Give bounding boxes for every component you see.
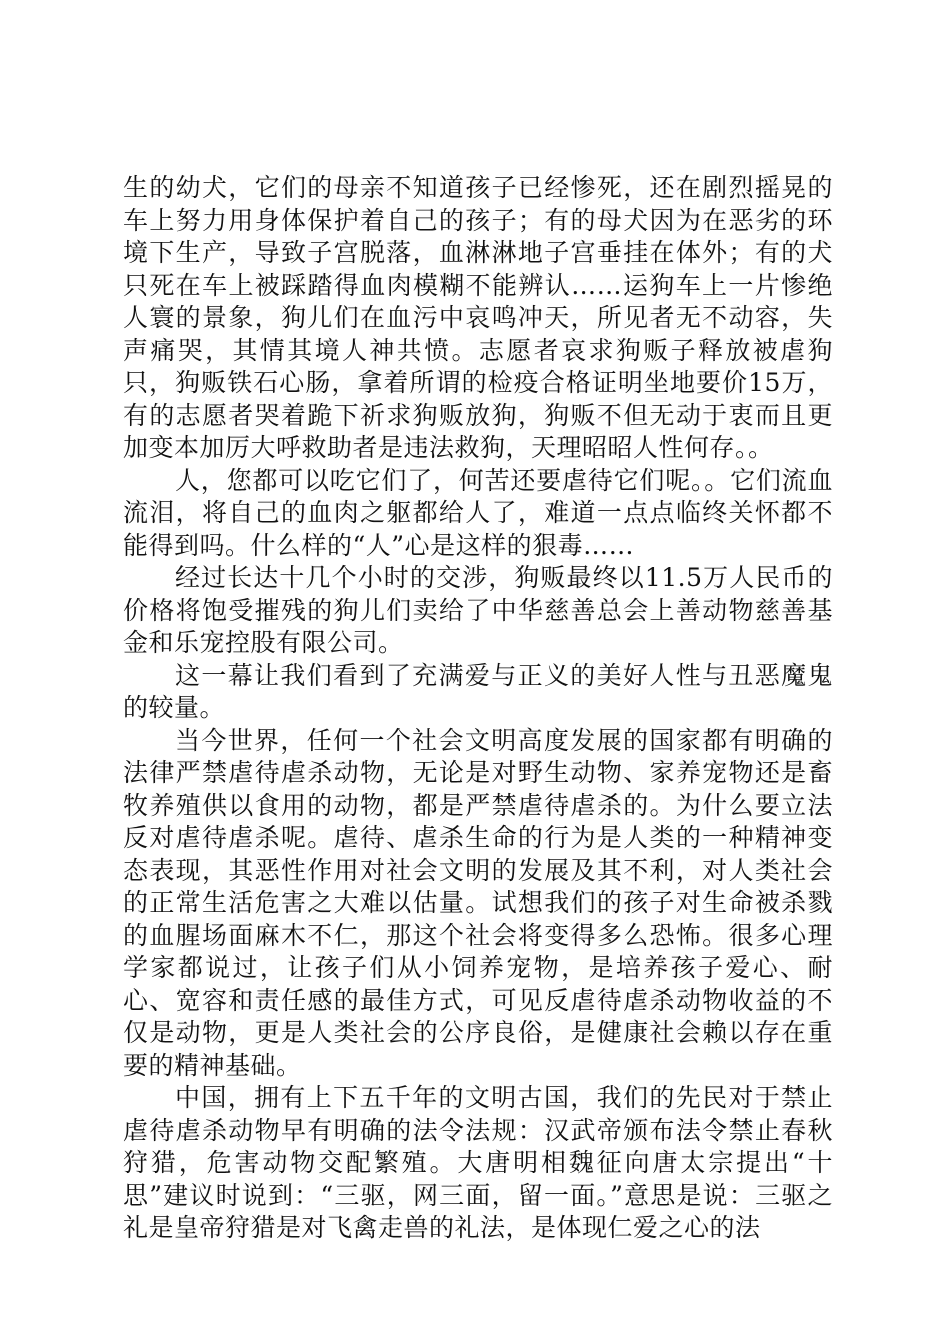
paragraph-4: 这一幕让我们看到了充满爱与正义的美好人性与丑恶魔鬼的较量。 [123,660,833,722]
paragraph-1: 生的幼犬，它们的母亲不知道孩子已经惨死，还在剧烈摇晃的车上努力用身体保护着自己的孩子；有的母犬因为在恶劣的环境下生产，导致子宫脱落，血淋淋地子宫垂挂在体外；有的犬只死在车上被踩踏得血肉模糊不能辨认……运狗车上一片惨绝人寰的景象，狗儿们在血污中哀鸣冲天，所见者无不动容，失声痛哭，其情其境人神共愤。志愿者哀求狗贩子释放被虐狗只，狗贩铁石心肠，拿着所谓的检疫合格证明坐地要价15万，有的志愿者哭着跪下祈求狗贩放狗，狗贩不但无动于衷而且更加变本加厉大呼救助者是违法救狗，天理昭昭人性何存。。 [123,173,833,462]
paragraph-6: 中国，拥有上下五千年的文明古国，我们的先民对于禁止虐待虐杀动物早有明确的法令法规：汉武帝颁布法令禁止春秋狩猎，危害动物交配繁殖。大唐明相魏征向唐太宗提出“十思”建议时说到：“三驱，网三面，留一面。”意思是说：三驱之礼是皇帝狩猎是对飞禽走兽的礼法，是体现仁爱之心的法 [123,1083,833,1242]
paragraph-3: 经过长达十几个小时的交涉，狗贩最终以11.5万人民币的价格将饱受摧残的狗儿们卖给了中华慈善总会上善动物慈善基金和乐宠控股有限公司。 [123,563,833,657]
body-text [123,172,833,1245]
paragraph-2: 人，您都可以吃它们了，何苦还要虐待它们呢。。它们流血流泪，将自己的血肉之躯都给人了，难道一点点临终关怀都不能得到吗。什么样的“人”心是这样的狠毒…… [123,465,833,560]
paragraph-5: 当今世界，任何一个社会文明高度发展的国家都有明确的法律严禁虐待虐杀动物，无论是对野生动物、家养宠物还是畜牧养殖供以食用的动物，都是严禁虐待虐杀的。为什么要立法反对虐待虐杀呢。虐待、虐杀生命的行为是人类的一种精神变态表现，其恶性作用对社会文明的发展及其不利，对人类社会的正常生活危害之大难以估量。试想我们的孩子对生命被杀戮的血腥场面麻木不仁，那这个社会将变得多么恐怖。很多心理学家都说过，让孩子们从小饲养宠物，是培养孩子爱心、耐心、宽容和责任感的最佳方式，可见反虐待虐杀动物收益的不仅是动物，更是人类社会的公序良俗，是健康社会赖以存在重要的精神基础。 [123,725,833,1080]
